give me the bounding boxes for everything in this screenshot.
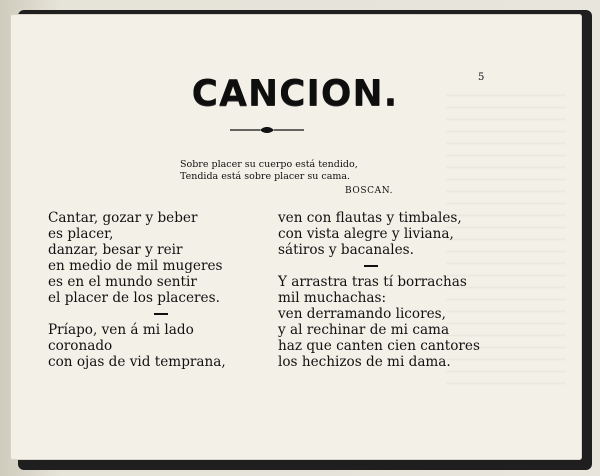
epigraph-line: Sobre placer su cuerpo está tendido, — [180, 159, 358, 170]
poem-line: coronado — [48, 338, 113, 354]
poem-line: Cantar, gozar y beber — [48, 210, 198, 226]
epigraph — [180, 159, 400, 196]
poem-column-right — [278, 210, 518, 370]
page-title: CANCION. — [191, 73, 399, 114]
poem-line: ven con flautas y timbales, — [278, 210, 462, 226]
stanza-separator — [278, 258, 518, 274]
stanza-dash — [364, 265, 378, 267]
poem-line: con ojas de vid temprana, — [48, 354, 226, 370]
poem-line: danzar, besar y reir — [48, 242, 183, 258]
epigraph-line: Tendida está sobre placer su cama. — [180, 171, 351, 182]
title-ornament — [230, 126, 304, 134]
poem-line: es placer, — [48, 226, 114, 242]
stanza-dash — [154, 313, 168, 315]
poem-line: ven derramando licores, — [278, 306, 446, 322]
poem-line: el placer de los placeres. — [48, 290, 220, 306]
poem-column-left — [48, 210, 288, 370]
epigraph-attribution: BOSCAN. — [345, 186, 394, 196]
poem-line: Príapo, ven á mi lado — [48, 322, 194, 338]
poem-line: los hechizos de mi dama. — [278, 354, 451, 370]
poem-line: Y arrastra tras tí borrachas — [278, 274, 467, 290]
poem-line: es en el mundo sentir — [48, 274, 197, 290]
book-page — [10, 14, 582, 460]
poem-line: con vista alegre y liviana, — [278, 226, 454, 242]
poem-line: en medio de mil mugeres — [48, 258, 223, 274]
stanza-separator — [48, 306, 288, 322]
poem-line: mil muchachas: — [278, 290, 387, 306]
page-number: 5 — [478, 72, 485, 83]
poem-line: sátiros y bacanales. — [278, 242, 414, 258]
poem-line: haz que canten cien cantores — [278, 338, 480, 354]
poem-line: y al rechinar de mi cama — [278, 322, 450, 338]
